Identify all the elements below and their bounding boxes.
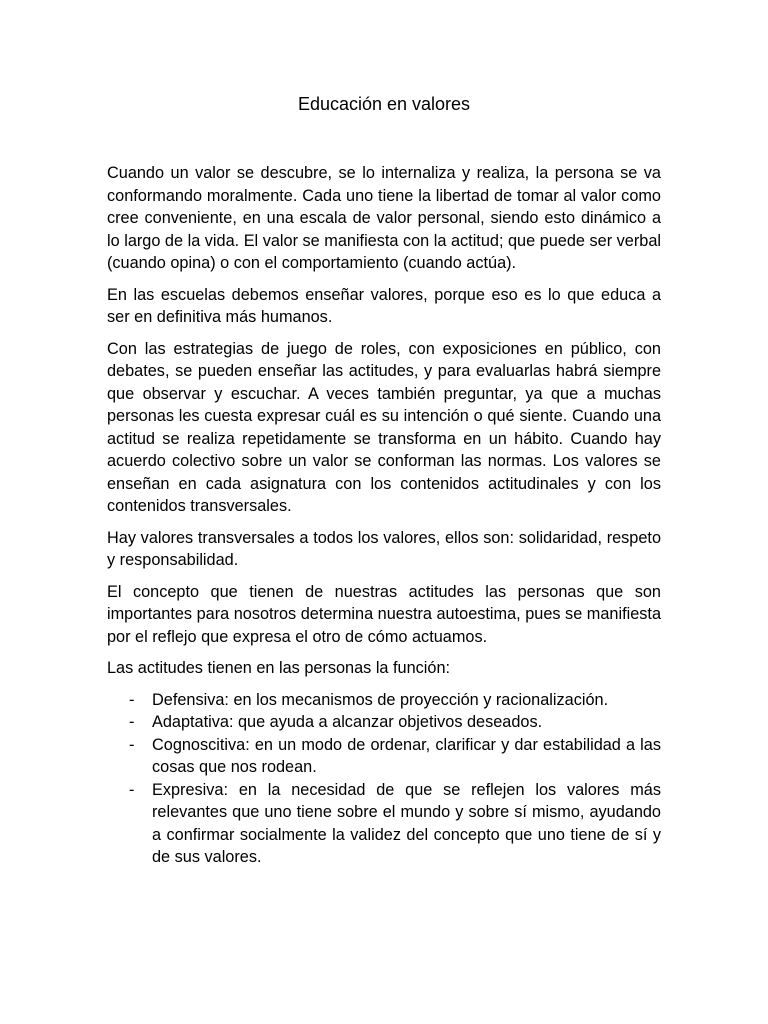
list-dash: -: [129, 735, 135, 754]
paragraph-2: En las escuelas debemos enseñar valores, porque eso es lo que educa a ser en definitiva más humanos.: [107, 285, 661, 326]
list-item-text: Defensiva: en los mecanismos de proyección y racionalización.: [152, 690, 609, 709]
list-item-text: Adaptativa: que ayuda a alcanzar objetivos deseados.: [152, 713, 543, 731]
paragraph-4: Hay valores transversales a todos los valores, ellos son: solidaridad, respeto y responsabilidad.: [107, 528, 661, 569]
paragraph-6: Las actitudes tienen en las personas la función:: [107, 659, 451, 677]
list-item: [107, 711, 661, 734]
list-dash: -: [129, 690, 135, 709]
list-item-text: Cognoscitiva: en un modo de ordenar, clarificar y dar estabilidad a las cosas que nos rodean.: [152, 735, 661, 776]
functions-list: [107, 689, 661, 869]
list-item-text: Expresiva: en la necesidad de que se reflejen los valores más relevantes que uno tiene sobre el mundo y sobre sí mismo, ayudando a confirmar socialmente la validez del concepto que uno tiene de sí y de sus valores.: [152, 780, 661, 866]
list-dash: -: [129, 780, 135, 799]
paragraph-3: Con las estrategias de juego de roles, con exposiciones en público, con debates, se pueden enseñar las actitudes, y para evaluarlas habrá siempre que observar y escuchar. A veces también preguntar, ya que a muchas personas les cuesta expresar cuál es su intención o qué siente. Cuando una actitud se realiza repetidamente se transforma en un hábito. Cuando hay acuerdo colectivo sobre un valor se conforman las normas. Los valores se enseñan en cada asignatura con los contenidos actitudinales y con los contenidos transversales.: [107, 339, 661, 515]
paragraph-1: Cuando un valor se descubre, se lo internaliza y realiza, la persona se va conformando moralmente. Cada uno tiene la libertad de tomar al valor como cree conveniente, en una escala de valor personal, siendo esto dinámico a lo largo de la vida. El valor se manifiesta con la actitud; que puede ser verbal (cuando opina) o con el comportamiento (cuando actúa).: [107, 164, 661, 272]
list-item: [107, 689, 661, 712]
list-dash: -: [129, 713, 135, 731]
paragraph-5: El concepto que tienen de nuestras actitudes las personas que son importantes para nosotros determina nuestra autoestima, pues se manifiesta por el reflejo que expresa el otro de cómo actuamos.: [107, 582, 661, 646]
document-body: [107, 162, 661, 869]
document-title: Educación en valores: [297, 94, 471, 114]
list-item: [107, 779, 661, 869]
list-item: [107, 734, 661, 779]
